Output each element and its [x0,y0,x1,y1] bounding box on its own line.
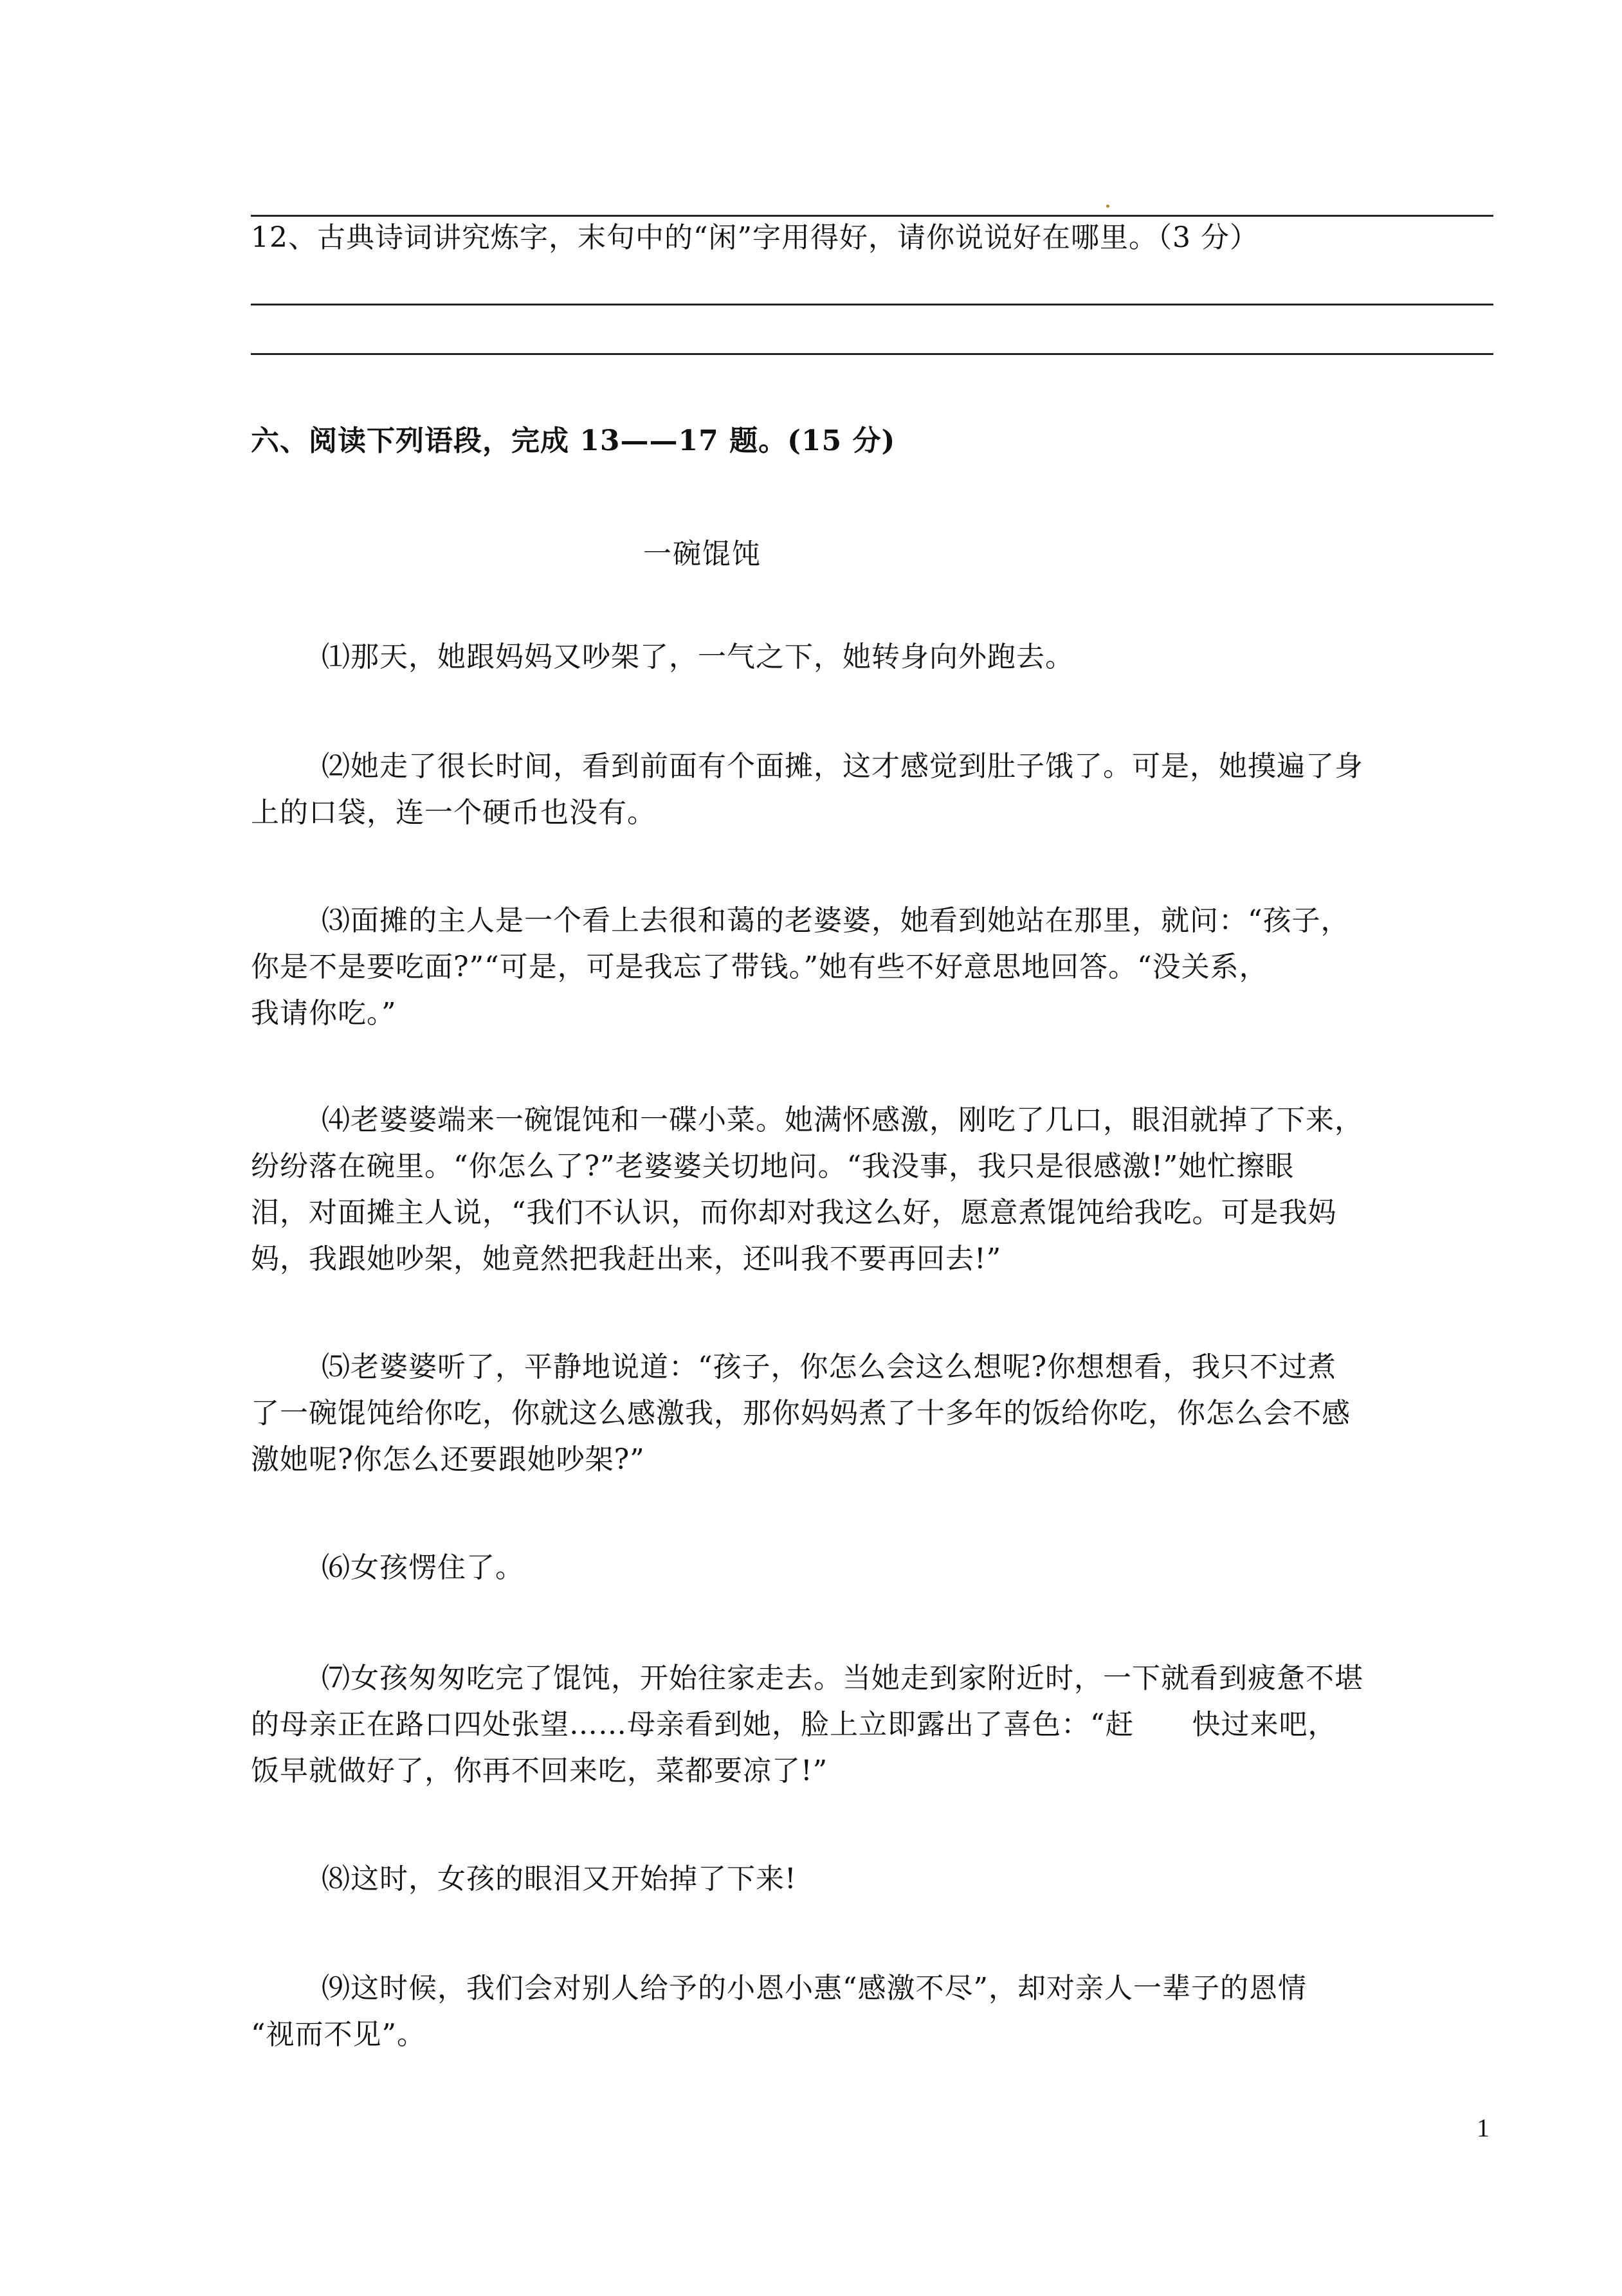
paragraph-2-line-1: ⑵她走了很长时间，看到前面有个面摊，这才感觉到肚子饿了。可是，她摸遍了身 [322,750,1363,783]
paragraph-9-line-2: “视而不见”。 [251,2018,426,2051]
answer-line-2 [251,353,1493,355]
paragraph-9-line-1: ⑼这时候，我们会对别人给予的小恩小惠“感激不尽”，却对亲人一辈子的恩情 [322,1972,1307,2005]
page-number: 1 [1477,2113,1490,2142]
paragraph-3-line-3: 我请你吃。” [251,997,397,1030]
paragraph-5-line-3: 激她呢?你怎么还要跟她吵架?” [251,1443,645,1476]
paragraph-7-line-1: ⑺女孩匆匆吃完了馄饨，开始往家走去。当她走到家附近时，一下就看到疲惫不堪 [322,1662,1363,1695]
answer-line-1 [251,304,1493,305]
article-title: 一碗馄饨 [643,538,761,570]
answer-line-top [251,215,1493,217]
paragraph-1-line-1: ⑴那天，她跟妈妈又吵架了，一气之下，她转身向外跑去。 [322,641,1074,673]
paragraph-4-line-1: ⑷老婆婆端来一碗馄饨和一碟小菜。她满怀感激，刚吃了几口，眼泪就掉了下来， [322,1104,1363,1136]
paragraph-3-line-2: 你是不是要吃面?”“可是，可是我忘了带钱。”她有些不好意思地回答。“没关系， [251,951,1268,983]
paragraph-2-line-2: 上的口袋，连一个硬币也没有。 [251,796,656,829]
paragraph-5-line-1: ⑸老婆婆听了，平静地说道：“孩子，你怎么会这么想呢?你想想看，我只不过煮 [322,1351,1337,1383]
paragraph-3-line-1: ⑶面摊的主人是一个看上去很和蔼的老婆婆，她看到她站在那里，就问：“孩子， [322,904,1350,937]
paragraph-6-line-1: ⑹女孩愣住了。 [322,1551,524,1584]
paragraph-7-line-3: 饭早就做好了，你再不回来吃，菜都要凉了!” [251,1754,828,1787]
paragraph-4-line-2: 纷纷落在碗里。“你怎么了?”老婆婆关切地问。“我没事，我只是很感激!”她忙擦眼 [251,1150,1295,1183]
paragraph-8-line-1: ⑻这时，女孩的眼泪又开始掉了下来! [322,1863,797,1895]
stray-mark [1106,205,1109,208]
paragraph-5-line-2: 了一碗馄饨给你吃，你就这么感激我，那你妈妈煮了十多年的饭给你吃，你怎么会不感 [251,1397,1351,1430]
paragraph-4-line-3: 泪，对面摊主人说，“我们不认识，而你却对我这么好，愿意煮馄饨给我吃。可是我妈 [251,1196,1337,1229]
section-6-heading: 六、阅读下列语段，完成 13——17 题。(15 分) [251,424,896,457]
paragraph-7-line-2: 的母亲正在路口四处张望……母亲看到她，脸上立即露出了喜色：“赶 快过来吧， [251,1708,1337,1741]
question-12: 12、古典诗词讲究炼字，末句中的“闲”字用得好，请你说说好在哪里。（3 分） [251,221,1259,254]
paragraph-4-line-4: 妈，我跟她吵架，她竟然把我赶出来，还叫我不要再回去!” [251,1243,1002,1275]
